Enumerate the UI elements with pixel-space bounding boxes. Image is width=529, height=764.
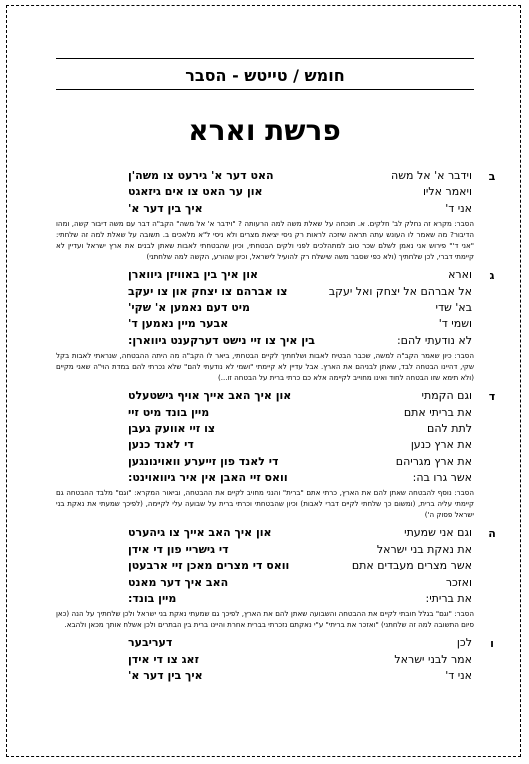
hebrew-text: לא נודעתי להם: [396, 333, 472, 347]
verse-section [56, 635, 494, 684]
header-rule-top [56, 58, 474, 59]
verse-line [56, 652, 474, 668]
hebrew-text: ושמי ד' [438, 317, 472, 331]
verse-number: ד [488, 390, 496, 404]
hebrew-text: וארא [448, 268, 472, 282]
verse-line [56, 668, 474, 684]
verse-line [56, 300, 474, 316]
hebrew-text: את בריתי אתם [403, 405, 472, 419]
verse-line [56, 525, 474, 541]
verse-line [56, 635, 474, 651]
page-title: פרשת וארא [188, 114, 341, 147]
hebrew-text: אני ד' [445, 201, 472, 215]
yiddish-translation: די גישריי פון די אידן [128, 542, 229, 556]
verse-line [56, 437, 474, 453]
verse-line [56, 558, 474, 574]
yiddish-translation: זאג צו די אידן [128, 652, 199, 666]
header-rule-bottom [56, 89, 474, 90]
hebrew-text: אל אברהם אל יצחק ואל יעקב [328, 284, 472, 298]
yiddish-translation: איך בין דער א' [128, 669, 203, 683]
yiddish-translation: און איך בין באוויזן גיווארן [128, 268, 259, 282]
yiddish-translation: די לאנד פון זייערע וואוינונגען [128, 454, 279, 468]
explanation-text: הסבר: מקרא זה נחלק לב' חלקים. א. תוכחה על שאלת משה למה הרעותה ? "וידבר א' אל משה" הקב"ה דבר עם משה דיבור קשה, ומהו הדיבור? מה שאמר לו העונש עתה תראה שיזכה לראות רק ניסי יציאת מצרים ולא ניסי ל"א מלאכים ב. תשובה על שאלת למה זה שלחתי: "אני ד'" פירוש אני נאמן לשלם שכר טוב למתהלכים לפני ולקים הבטחתי, וכיון שהבטחתי לאבות שאתן לבנים את ארץ ישראל ועדיין לא קיימתי דברי, לכן שלחתיך (ולא כפי שסבר משה שישלח רק להועיל לישראל, וכיון שהורע, הקשה למה שלחתני) [56, 219, 474, 262]
hebrew-text: לכן [456, 636, 472, 650]
verse-section [56, 267, 495, 383]
yiddish-translation: די לאנד כנען [128, 438, 194, 452]
verse-line [56, 454, 474, 470]
yiddish-translation: מיין בונד: [128, 592, 177, 606]
hebrew-text: אני ד' [445, 669, 472, 683]
yiddish-translation: אבער מיין נאמען ד' [128, 317, 229, 331]
yiddish-translation: צו זיי אוועק געבן [128, 421, 216, 435]
verse-number: ג [489, 269, 495, 283]
verse-section [56, 168, 496, 262]
yiddish-translation: וואס די מצרים מאכן זיי ארבעטן [128, 559, 290, 573]
verse-line [56, 470, 474, 486]
hebrew-text: את נאקת בני ישראל [376, 542, 472, 556]
explanation-text: הסבר: "וגם" בגלל חובתי לקיים את ההבטחה והשבועה שאתן להם את הארץ, לפיכך גם שמעתי נאקת בני ישראל ולכן שלחתיך על הנה (כאן סיום התשובה למה זה שלחתני) "ואזכר את בריתי" ע"י נאקתם נזכרתי בברית אחרת והיינו ברית בין הבתרים ולכן אשלח אותך מכאן ולהבא. [56, 609, 474, 630]
verse-line [56, 316, 474, 332]
yiddish-translation: און ער האט צו אים גיזאגט [128, 185, 263, 199]
verse-line [56, 575, 474, 591]
page-header: חומש / טייטש - הסבר [185, 66, 345, 85]
yiddish-translation: איך בין דער א' [128, 201, 203, 215]
verse-section [56, 388, 496, 520]
verse-line [56, 333, 474, 349]
verse-line [56, 542, 474, 558]
explanation-text: הסבר: כיון שאמר הקב"ה למשה, שכבר הבטיח לאבות ושלחתיך לקיים הבטחתי, ביאר לו הקב"ה מה היתה ההבטחה, שנראתי לאבות בקל שקי, דהיינו הבטחה לבד, שאתן לבניהם את הארץ. אבל עדיין לא קיימתי "ושמי לא נודעתי להם" שלא נכרתי להם במדת הוי"ה שאני מקיים (ולא תימא שזו הבטחה לחוד ואינו מחוייב לקיימה אלא כם כרתי ברית על הבטחה זו...) [56, 351, 474, 383]
yiddish-translation: האט דער א' גירעט צו משה'ן [128, 169, 274, 182]
verse-line [56, 421, 474, 437]
verse-line [56, 388, 474, 404]
hebrew-text: ואזכר [445, 575, 472, 589]
hebrew-text: וגם אני שמעתי [404, 526, 472, 540]
yiddish-translation: און איך האב אייך צו גיהערט [128, 526, 272, 540]
yiddish-translation: צו אברהם צו יצחק און צו יעקב [128, 284, 288, 298]
yiddish-translation: בין איך צו זיי נישט דערקענט גיווארן: [128, 333, 315, 347]
yiddish-translation: האב איך דער מאנט [128, 575, 229, 589]
yiddish-translation: און איך האב אייך אויף גישטעלט [128, 389, 292, 403]
hebrew-text: לתת להם [427, 421, 472, 435]
content [56, 168, 496, 690]
verse-section [56, 525, 496, 630]
verse-line [56, 201, 474, 217]
verse-line [56, 267, 474, 283]
hebrew-text: אשר מצרים מעבדים אתם [351, 559, 472, 573]
verse-number: ב [488, 170, 496, 183]
yiddish-translation: מיין בונד מיט זיי [128, 405, 210, 419]
verse-number: ו [490, 637, 494, 651]
hebrew-text: ויאמר אליו [422, 185, 472, 199]
explanation-text: הסבר: נוסף להבטחה שאתן להם את הארץ, כרתי אתם "ברית" והנני מחויב לקיים את ההבטחה, וביאור המקרא: "וגם" מלבד ההבטחה גם קיימתי עליה ברית, (ומשום כך שלחתי לקיים דברי לאבות) וכיון שהבטחתי וכרתי ברית על שבועה עלי לקיימה, (לפיכך שמעתי את נאקת בני ישראל פסוק ה') [56, 488, 474, 520]
verse-line [56, 591, 474, 607]
hebrew-text: וידבר א' אל משה [391, 169, 472, 182]
hebrew-text: בא' שדי [435, 300, 472, 314]
hebrew-text: את ארץ מגריהם [395, 454, 472, 468]
yiddish-translation: דעריבער [128, 636, 173, 650]
verse-number: ה [488, 527, 496, 541]
hebrew-text: את בריתי: [425, 592, 472, 606]
verse-line [56, 405, 474, 421]
verse-line [56, 284, 474, 300]
yiddish-translation: וואס זיי האבן אין איר גיוואוינט: [128, 471, 288, 485]
hebrew-text: וגם הקמתי [421, 389, 472, 403]
verse-line [56, 168, 474, 184]
verse-line [56, 184, 474, 200]
hebrew-text: את ארץ כנען [410, 438, 472, 452]
hebrew-text: אמר לבני ישראל [394, 652, 472, 666]
yiddish-translation: מיט דעם נאמען א' שקי' [128, 300, 250, 314]
hebrew-text: אשר גרו בה: [412, 471, 472, 485]
